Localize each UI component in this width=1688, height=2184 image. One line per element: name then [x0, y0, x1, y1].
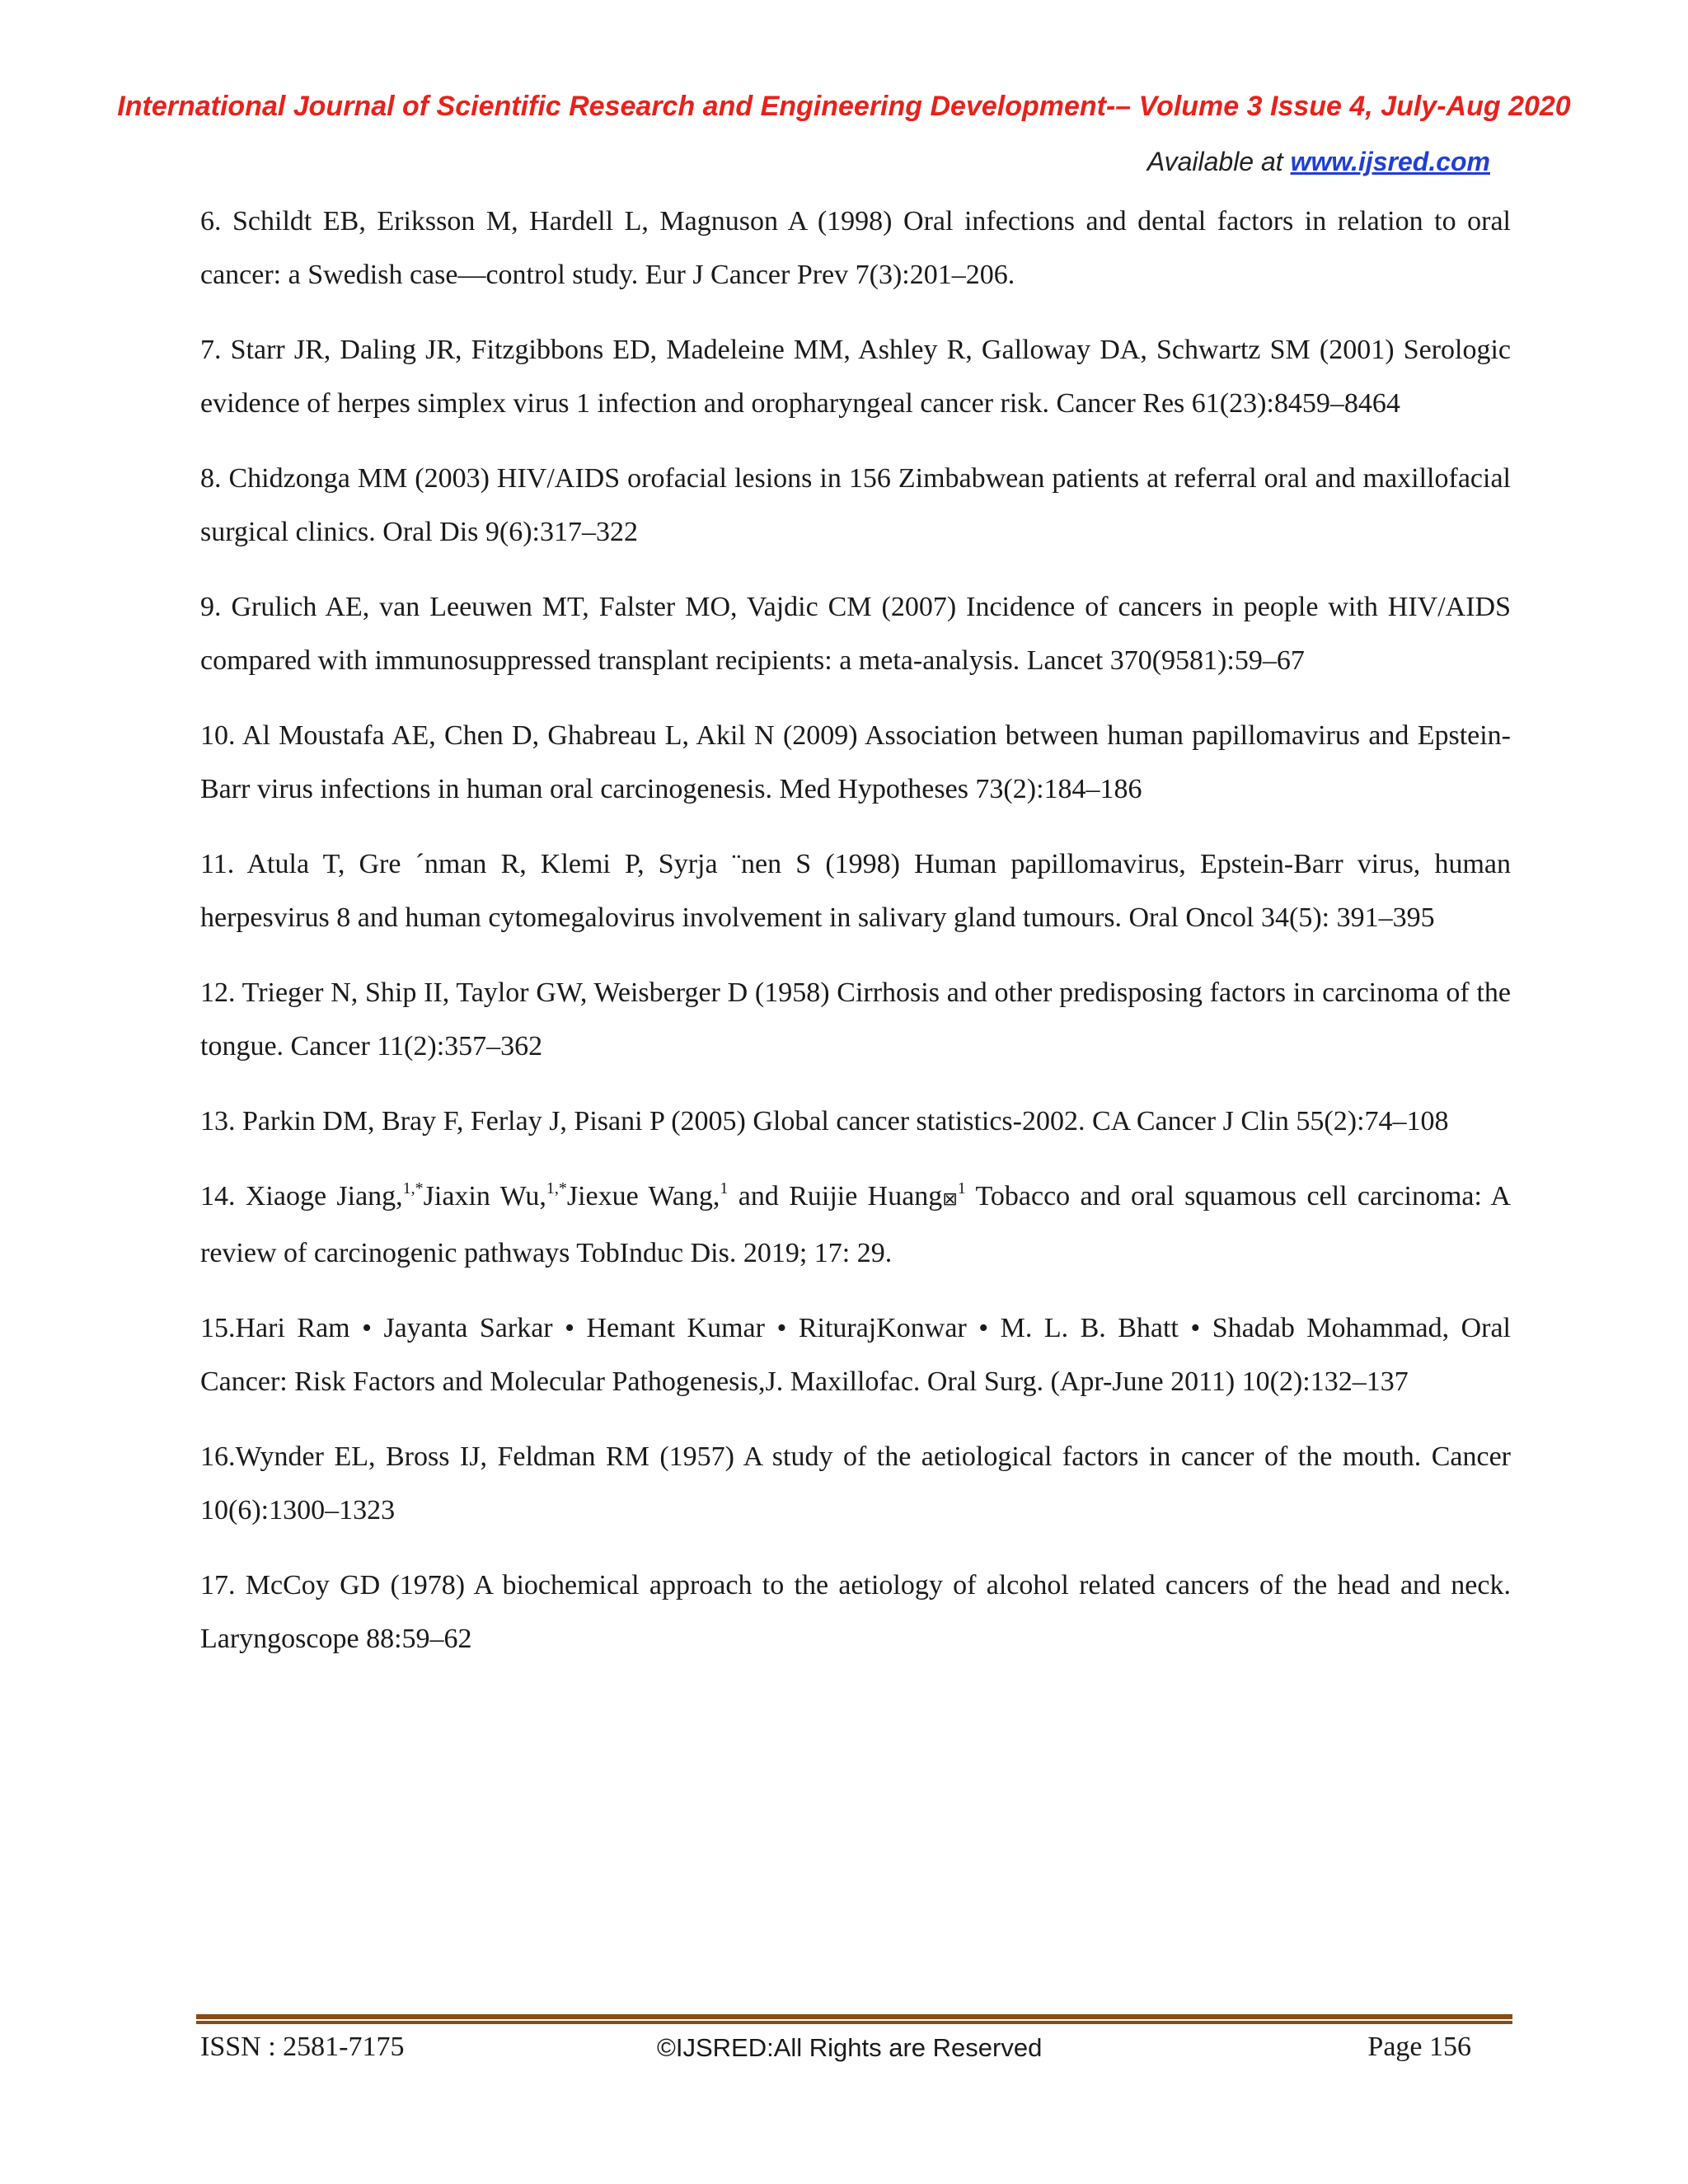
reference-item: 10. Al Moustafa AE, Chen D, Ghabreau L, Akil N (2009) Association between human papillomavirus and Epstein-Barr virus infections in human oral carcinogenesis. Med Hypotheses 73(2):184–186 — [200, 720, 1511, 804]
footer-copyright: ©IJSRED:All Rights are Reserved — [657, 2033, 1043, 2062]
available-prefix: Available at — [1146, 147, 1291, 176]
reference-item: 15.Hari Ram • Jayanta Sarkar • Hemant Kumar • RiturajKonwar • M. L. B. Bhatt • Shadab Mohammad, Oral Cancer: Risk Factors and Molecular Pathogenesis,J. Maxillofac. Oral Surg. (Apr-June 2011) 10(2):132–137 — [200, 1313, 1511, 1397]
reference-item: 17. McCoy GD (1978) A biochemical approach to the aetiology of alcohol related cancers of the head and neck. Laryngoscope 88:59–62 — [200, 1570, 1511, 1654]
footer-divider — [196, 2014, 1512, 2021]
ref-text: and Ruijie Huang — [728, 1181, 943, 1212]
reference-item — [200, 1169, 1511, 1280]
affiliation-sup: 1 — [720, 1179, 729, 1197]
affiliation-sup: 1 — [957, 1179, 966, 1197]
affiliation-sup: 1,* — [402, 1179, 424, 1197]
reference-item: 6. Schildt EB, Eriksson M, Hardell L, Magnuson A (1998) Oral infections and dental factors in relation to oral cancer: a Swedish case—control study. Eur J Cancer Prev 7(3):201–206. — [200, 206, 1511, 290]
reference-item: 12. Trieger N, Ship II, Taylor GW, Weisberger D (1958) Cirrhosis and other predisposing factors in carcinoma of the tongue. Cancer 11(2):357–362 — [200, 977, 1511, 1062]
reference-item: 7. Starr JR, Daling JR, Fitzgibbons ED, Madeleine MM, Ashley R, Galloway DA, Schwartz SM (2001) Serologic evidence of herpes simplex virus 1 infection and oropharyngeal cancer risk. Cancer Res 61(23):8459–8464 — [200, 335, 1511, 419]
reference-item: 9. Grulich AE, van Leeuwen MT, Falster MO, Vajdic CM (2007) Incidence of cancers in people with HIV/AIDS compared with immunosuppressed transplant recipients: a meta-analysis. Lancet 370(9581):59–67 — [200, 592, 1511, 676]
reference-item: 8. Chidzonga MM (2003) HIV/AIDS orofacial lesions in 156 Zimbabwean patients at referral oral and maxillofacial surgical clinics. Oral Dis 9(6):317–322 — [200, 463, 1511, 547]
ref-text: Tobacco and oral squamous cell carcinoma: A review of carcinogenic pathways TobInduc Dis. 2019; 17: 29. — [200, 1181, 1511, 1268]
reference-item: 16.Wynder EL, Bross IJ, Feldman RM (1957) A study of the aetiological factors in cancer of the mouth. Cancer 10(6):1300–1323 — [200, 1441, 1511, 1526]
affiliation-sup: 1,* — [546, 1179, 567, 1197]
reference-list — [200, 194, 1511, 1687]
ref-text: Jiaxin Wu, — [423, 1181, 546, 1212]
journal-website-link[interactable]: www.ijsred.com — [1290, 147, 1490, 176]
footer-page-number: Page 156 — [1367, 2032, 1471, 2062]
available-at — [1147, 147, 1490, 177]
ref-text: 14. Xiaoge Jiang, — [200, 1181, 403, 1212]
ref-text: Jiexue Wang, — [566, 1181, 720, 1212]
journal-title: International Journal of Scientific Research and Engineering Development-– Volume 3 Issue 4, July-Aug 2020 — [117, 91, 1571, 122]
reference-item: 13. Parkin DM, Bray F, Ferlay J, Pisani P (2005) Global cancer statistics-2002. CA Cancer J Clin 55(2):74–108 — [200, 1106, 1449, 1137]
footer-issn: ISSN : 2581-7175 — [200, 2032, 405, 2062]
email-box-icon: ⊠ — [942, 1189, 958, 1210]
reference-item: 11. Atula T, Gre ´nman R, Klemi P, Syrja ¨nen S (1998) Human papillomavirus, Epstein-Barr virus, human herpesvirus 8 and human cytomegalovirus involvement in salivary gland tumours. Oral Oncol 34(5): 391–395 — [200, 849, 1511, 933]
